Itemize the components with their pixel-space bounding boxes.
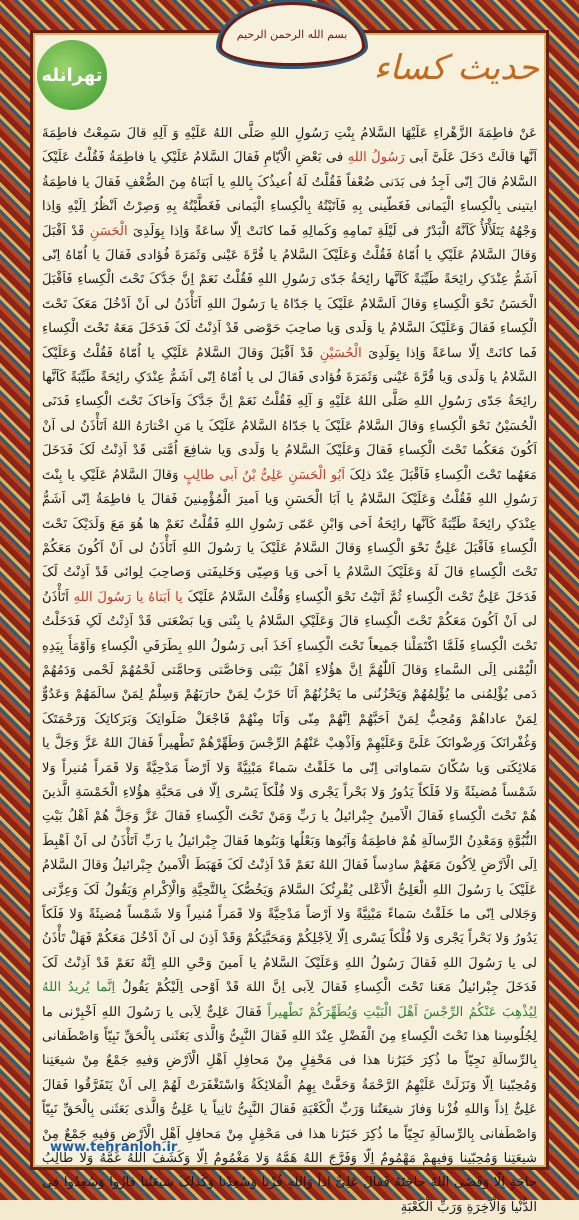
text-segment: وَقالَ السَّلامُ عَلَیْکِ یا بِنْتَ رَسُولِ اللهِ فَقُلْتُ وَعَلَیْکَ السَّلامُ یا اَبَا الْحَسَنِ وَیا اَمیرَ الْمُؤْمِنینَ فَقالَ یا فاطِمَةُ اِنّی اَشَمُّ عِنْدَکِ رائِحَةً طَیِّبَةً کَاَنَّها رائِحَةُ اَخی وَابْنِ عَمّی رَسُولِ اللهِ فَقُلْتُ نَعَمْ ها هُوَ مَعَ وَلَدَیْکَ تَحْتَ الْکِساءِ فَاَقْبَلَ عَلِیٌّ نَحْوَ الْکِساءِ وَقالَ السَّلامُ عَلَیْکَ یا رَسُولَ اللهِ اَتَأْذَنُ لی اَنْ اَکُونَ مَعَکُمْ تَحْتَ الْکِساءِ قالَ لَهُ وَعَلَیْکَ السَّلامُ یا اَخی وَیا وَصِیّی وَخَلیفَتی وَصاحِبَ لِوائی قَدْ اَذِنْتُ لَکَ فَدَخَلَ عَلِیٌّ تَحْتَ الْکِساءِ ثُمَّ اَتَیْتُ نَحْوَ الْکِساءِ وَقُلْتُ السَّلامُ عَلَیْکَ (42, 467, 537, 605)
text-segment: قَدْ اَقْبَلَ وَقالَ السَّلامُ عَلَیْکِ یا اُمّاهُ فَقُلْتُ وَعَلَیْکَ السَّلامُ یا قُرَّةَ عَیْنی وَثَمَرَةَ فُؤادی فَقالَ یا اُمّاهُ اِنّی اَشَمُّ عِنْدَکِ رائِحَةً طَیِّبَةً کَاَنَّها رائِحَةُ جَدّی رَسُولِ اللهِ فَقُلْتُ نَعَمْ اِنَّ جَدَّکَ تَحْتَ الْکِساءِ فَاَقْبَلَ الْحَسَنُ نَحْوَ الْکِساءِ وَقالَ اَلسَّلامُ عَلَیْکَ یا جَدّاهُ یا رَسُولَ اللهِ اَتَأْذَنُ لی اَنْ اَدْخُلَ مَعَکَ تَحْتَ الْکِساءِ فَقالَ وَعَلَیْکَ السَّلامُ یا وَلَدی وَیا صاحِبَ حَوْضی قَدْ اَذِنْتُ لَکَ فَدَخَلَ مَعَهُ تَحْتَ الْکِساءِ فَما کانَتْ اِلّا ساعَةً وَاِذا بِوَلَدِیَ (42, 223, 537, 361)
text-segment: فی بَعْضِ الْاَیّامِ فَقالَ السَّلامُ عَلَیْکِ یا فاطِمَةُ فَقُلْتُ عَلَیْکَ السَّلامُ قالَ اِنّی اَجِدُ فی بَدَنی ضُعْفاً فَقُلْتُ لَهُ اُعیذُکَ بِاللهِ یا اَبَتاهُ مِنَ الضُّعْفِ فَقالَ یا فاطِمَةُ ایتینی بِالْکِساءِ الْیَمانی فَغَطّینی بِهِ فَاَتَیْتُهُ بِالْکِساءِ الْیَمانی فَغَطَّیْتُهُ بِهِ وَصِرْتُ اَنْظُرُ اِلَیْهِ وَاِذا وَجْهُهُ یَتَلَأْلَأُ کَاَنَّهُ الْبَدْرُ فی لَیْلَةِ تَمامِهِ وَکَمالِهِ فَما کانَتْ اِلّا ساعَةً وَاِذا بِوَلَدِیَ (42, 150, 537, 239)
hadith-paragraph (42, 122, 537, 1220)
highlighted-verse: اِنَّما یُریدُ اللهُ لِیُذْهِبَ عَنْکُمُ الرِّجْسَ اَهْلَ الْبَیْتِ وَیُطَهِّرَکُمْ تَطْهیراً (42, 980, 537, 1020)
basmala-text: بسم الله الرحمن الرحیم (236, 27, 348, 41)
highlighted-name: یا اَبَتاهُ یا رَسُولَ اللهِ (73, 589, 183, 605)
highlighted-name: رَسُولُ اللهِ (347, 150, 405, 166)
text-segment: اَتَأْذَنُ لی اَنْ اَکُونَ مَعَکُمْ تَحْتَ الْکِساءِ قالَ وَعَلَیْکِ السَّلامُ یا بِنْتی وَیا بَضْعَتی قَدْ اَذِنْتُ لَکِ فَدَخَلْتُ تَحْتَ الْکِساءِ فَلَمَّا اکْتَمَلْنا جَمیعاً تَحْتَ الْکِساءِ اَخَذَ اَبی رَسُولُ اللهِ بِطَرَفَیِ الْکِساءِ وَاَوْمَأَ بِیَدِهِ الْیُمْنی اِلَی السَّماءِ وَقالَ اَللّٰهُمَّ اِنَّ هؤُلاءِ اَهْلُ بَیْتی وَخاصَّتی وَحامَّتی لَحْمُهُمْ لَحْمی وَدَمُهُمْ دَمی یُؤْلِمُنی ما یُؤْلِمُهُمْ وَیَحْزُنُنی ما یَحْزُنُهُمْ اَنَا حَرْبٌ لِمَنْ حارَبَهُمْ وَسِلْمٌ لِمَنْ سالَمَهُمْ وَعَدُوٌّ لِمَنْ عاداهُمْ وَمُحِبٌّ لِمَنْ اَحَبَّهُمْ اِنَّهُمْ مِنّی وَاَنَا مِنْهُمْ فَاجْعَلْ صَلَواتِکَ وَبَرَکاتِکَ وَرَحْمَتَکَ وَغُفْرانَکَ وَرِضْوانَکَ عَلَیَّ وَعَلَیْهِمْ وَاَذْهِبْ عَنْهُمُ الرِّجْسَ وَطَهِّرْهُمْ تَطْهیراً فَقالَ اللهُ عَزَّ وَجَلَّ یا مَلائِکَتی وَیا سُکّانَ سَماواتی اِنّی ما خَلَقْتُ سَماءً مَبْنِیَّةً وَلا اَرْضاً مَدْحِیَّةً وَلا قَمَراً مُنیراً وَلا شَمْساً مُضیئَةً وَلا فَلَکاً یَدُورُ وَلا بَحْراً یَجْری وَلا فُلْکاً یَسْری اِلّا فی مَحَبَّةِ هؤُلاءِ الْخَمْسَةِ الَّذینَ هُمْ تَحْتَ الْکِساءِ فَقالَ الْاَمینُ جِبْرائیلُ یا رَبِّ وَمَنْ تَحْتَ الْکِساءِ فَقالَ عَزَّ وَجَلَّ هُمْ اَهْلُ بَیْتِ النُّبُوَّةِ وَمَعْدِنُ الرِّسالَةِ هُمْ فاطِمَةُ وَاَبُوها وَبَعْلُها وَبَنُوها فَقالَ جِبْرائیلُ یا رَبِّ اَتَأْذَنُ لی اَنْ اَهْبِطَ اِلَی الْاَرْضِ لِاَکُونَ مَعَهُمْ سادِساً فَقالَ اللهُ نَعَمْ قَدْ اَذِنْتُ لَکَ فَهَبَطَ الْاَمینُ جِبْرائیلُ وَقالَ السَّلامُ عَلَیْکَ یا رَسُولَ اللهِ الْعَلِیُّ الْاَعْلی یُقْرِئُکَ السَّلامَ وَیَخُصُّکَ بِالتَّحِیَّةِ وَالْاِکْرامِ وَیَقُولُ لَکَ وَعِزَّتی وَجَلالی اِنّی ما خَلَقْتُ سَماءً مَبْنِیَّةً وَلا اَرْضاً مَدْحِیَّةً وَلا قَمَراً مُنیراً وَلا شَمْساً مُضیئَةً وَلا فَلَکاً یَدُورُ وَلا بَحْراً یَجْری وَلا فُلْکاً یَسْری اِلّا لِاَجْلِکُمْ وَمَحَبَّتِکُمْ وَقَدْ اَذِنَ لی اَنْ اَدْخُلَ مَعَکُمْ فَهَلْ تَأْذَنُ لی یا رَسُولَ اللهِ فَقالَ رَسُولُ اللهِ وَعَلَیْکَ السَّلامُ یا اَمینَ وَحْیِ اللهِ اِنَّهُ نَعَمْ قَدْ اَذِنْتُ لَکَ فَدَخَلَ جِبْرائیلُ مَعَنا تَحْتَ الْکِساءِ فَقالَ لِاَبی اِنَّ اللهَ قَدْ اَوْحی اِلَیْکُمْ یَقُولُ (42, 589, 537, 996)
site-logo[interactable] (37, 40, 107, 110)
text-segment: عَنْ فاطِمَةَ الزَّهْراءِ عَلَیْهَا السَّلامُ بِنْتِ رَسُولِ اللهِ صَلَّی اللهُ عَلَیْهِ وَ آلِهِ قالَ سَمِعْتُ فاطِمَةَ اَنَّها قالَتْ دَخَلَ عَلَیَّ اَبی (42, 126, 537, 166)
text-segment: قَدْ اَقْبَلَ وَقالَ السَّلامُ عَلَیْکِ یا اُمّاهُ فَقُلْتُ وَعَلَیْکَ السَّلامُ یا وَلَدی وَیا قُرَّةَ عَیْنی وَثَمَرَةَ فُؤادی فَقالَ لی یا اُمّاهُ اِنّی اَشَمُّ عِنْدَکِ رائِحَةً طَیِّبَةً کَاَنَّها رائِحَةُ جَدّی رَسُولِ اللهِ صَلَّی اللهُ عَلَیْهِ وَ آلِهِ فَقُلْتُ نَعَمْ اِنَّ جَدَّکَ وَاَخاکَ تَحْتَ الْکِساءِ فَدَنَی الْحُسَیْنُ نَحْوَ الْکِساءِ وَقالَ السَّلامُ عَلَیْکَ یا جَدّاهُ السَّلامُ عَلَیْکَ یا مَنِ اخْتارَهُ اللهُ اَتَأْذَنُ لی اَنْ اَکُونَ مَعَکُما تَحْتَ الْکِساءِ فَقالَ وَعَلَیْکَ السَّلامُ یا وَلَدی وَیا شافِعَ اُمَّتی قَدْ اَذِنْتُ لَکَ فَدَخَلَ مَعَهُما تَحْتَ الْکِساءِ فَاَقْبَلَ عِنْدَ ذلِکَ (42, 345, 537, 483)
website-link[interactable]: www.tehranloh.ir (50, 1140, 178, 1155)
logo-text: تهرانله (41, 64, 103, 86)
highlighted-name: الْحُسَیْنِ (319, 345, 362, 361)
highlighted-name: اَبُو الْحَسَنِ عَلِیُّ بْنُ اَبی طالِبٍ (183, 467, 346, 483)
text-segment: فَقالَ عَلِیٌّ لِاَبی یا رَسُولَ اللهِ اَخْبِرْنی ما لِجُلُوسِنا هذا تَحْتَ الْکِساءِ مِنَ الْفَضْلِ عِنْدَ اللهِ فَقالَ النَّبِیُّ وَالَّذی بَعَثَنی بِالْحَقِّ نَبِیّاً وَاصْطَفانی بِالرِّسالَةِ نَجِیّاً ما ذُکِرَ خَبَرُنا هذا فی مَحْفِلٍ مِنْ مَحافِلِ اَهْلِ الْاَرْضِ وَفیهِ جَمْعٌ مِنْ شیعَتِنا وَمُحِبّینا اِلّا وَنَزَلَتْ عَلَیْهِمُ الرَّحْمَةُ وَحَفَّتْ بِهِمُ الْمَلائِکَةُ وَاسْتَغْفَرَتْ لَهُمْ اِلی اَنْ یَتَفَرَّقُوا فَقالَ عَلِیٌّ اِذاً وَاللهِ فُزْنا وَفازَ شیعَتُنا وَرَبِّ الْکَعْبَةِ فَقالَ النَّبِیُّ ثانِیاً یا عَلِیُّ وَالَّذی بَعَثَنی بِالْحَقِّ نَبِیّاً وَاصْطَفانی بِالرِّسالَةِ نَجِیّاً ما ذُکِرَ خَبَرُنا هذا فی مَحْفِلٍ مِنْ مَحافِلِ اَهْلِ الْاَرْضِ وَفیهِ جَمْعٌ مِنْ شیعَتِنا وَمُحِبّینا وَفیهِمْ مَهْمُومٌ اِلّا وَفَرَّجَ اللهُ هَمَّهُ وَلا مَغْمُومٌ اِلّا وَکَشَفَ اللهُ غَمَّهُ وَلا طالِبُ حاجَةٍ اِلّا وَقَضَی اللهُ حاجَتَهُ فَقالَ عَلِیٌّ اِذاً وَاللهِ فُزْنا وَسُعِدْنا وَکَذلِکَ شیعَتُنا فازُوا وَسُعِدُوا فِی الدُّنْیا وَالْآخِرَةِ وَرَبِّ الْکَعْبَةِ (42, 1004, 537, 1215)
highlighted-name: الْحَسَنِ (89, 223, 128, 239)
page-title: حدیث کساء (373, 48, 539, 88)
